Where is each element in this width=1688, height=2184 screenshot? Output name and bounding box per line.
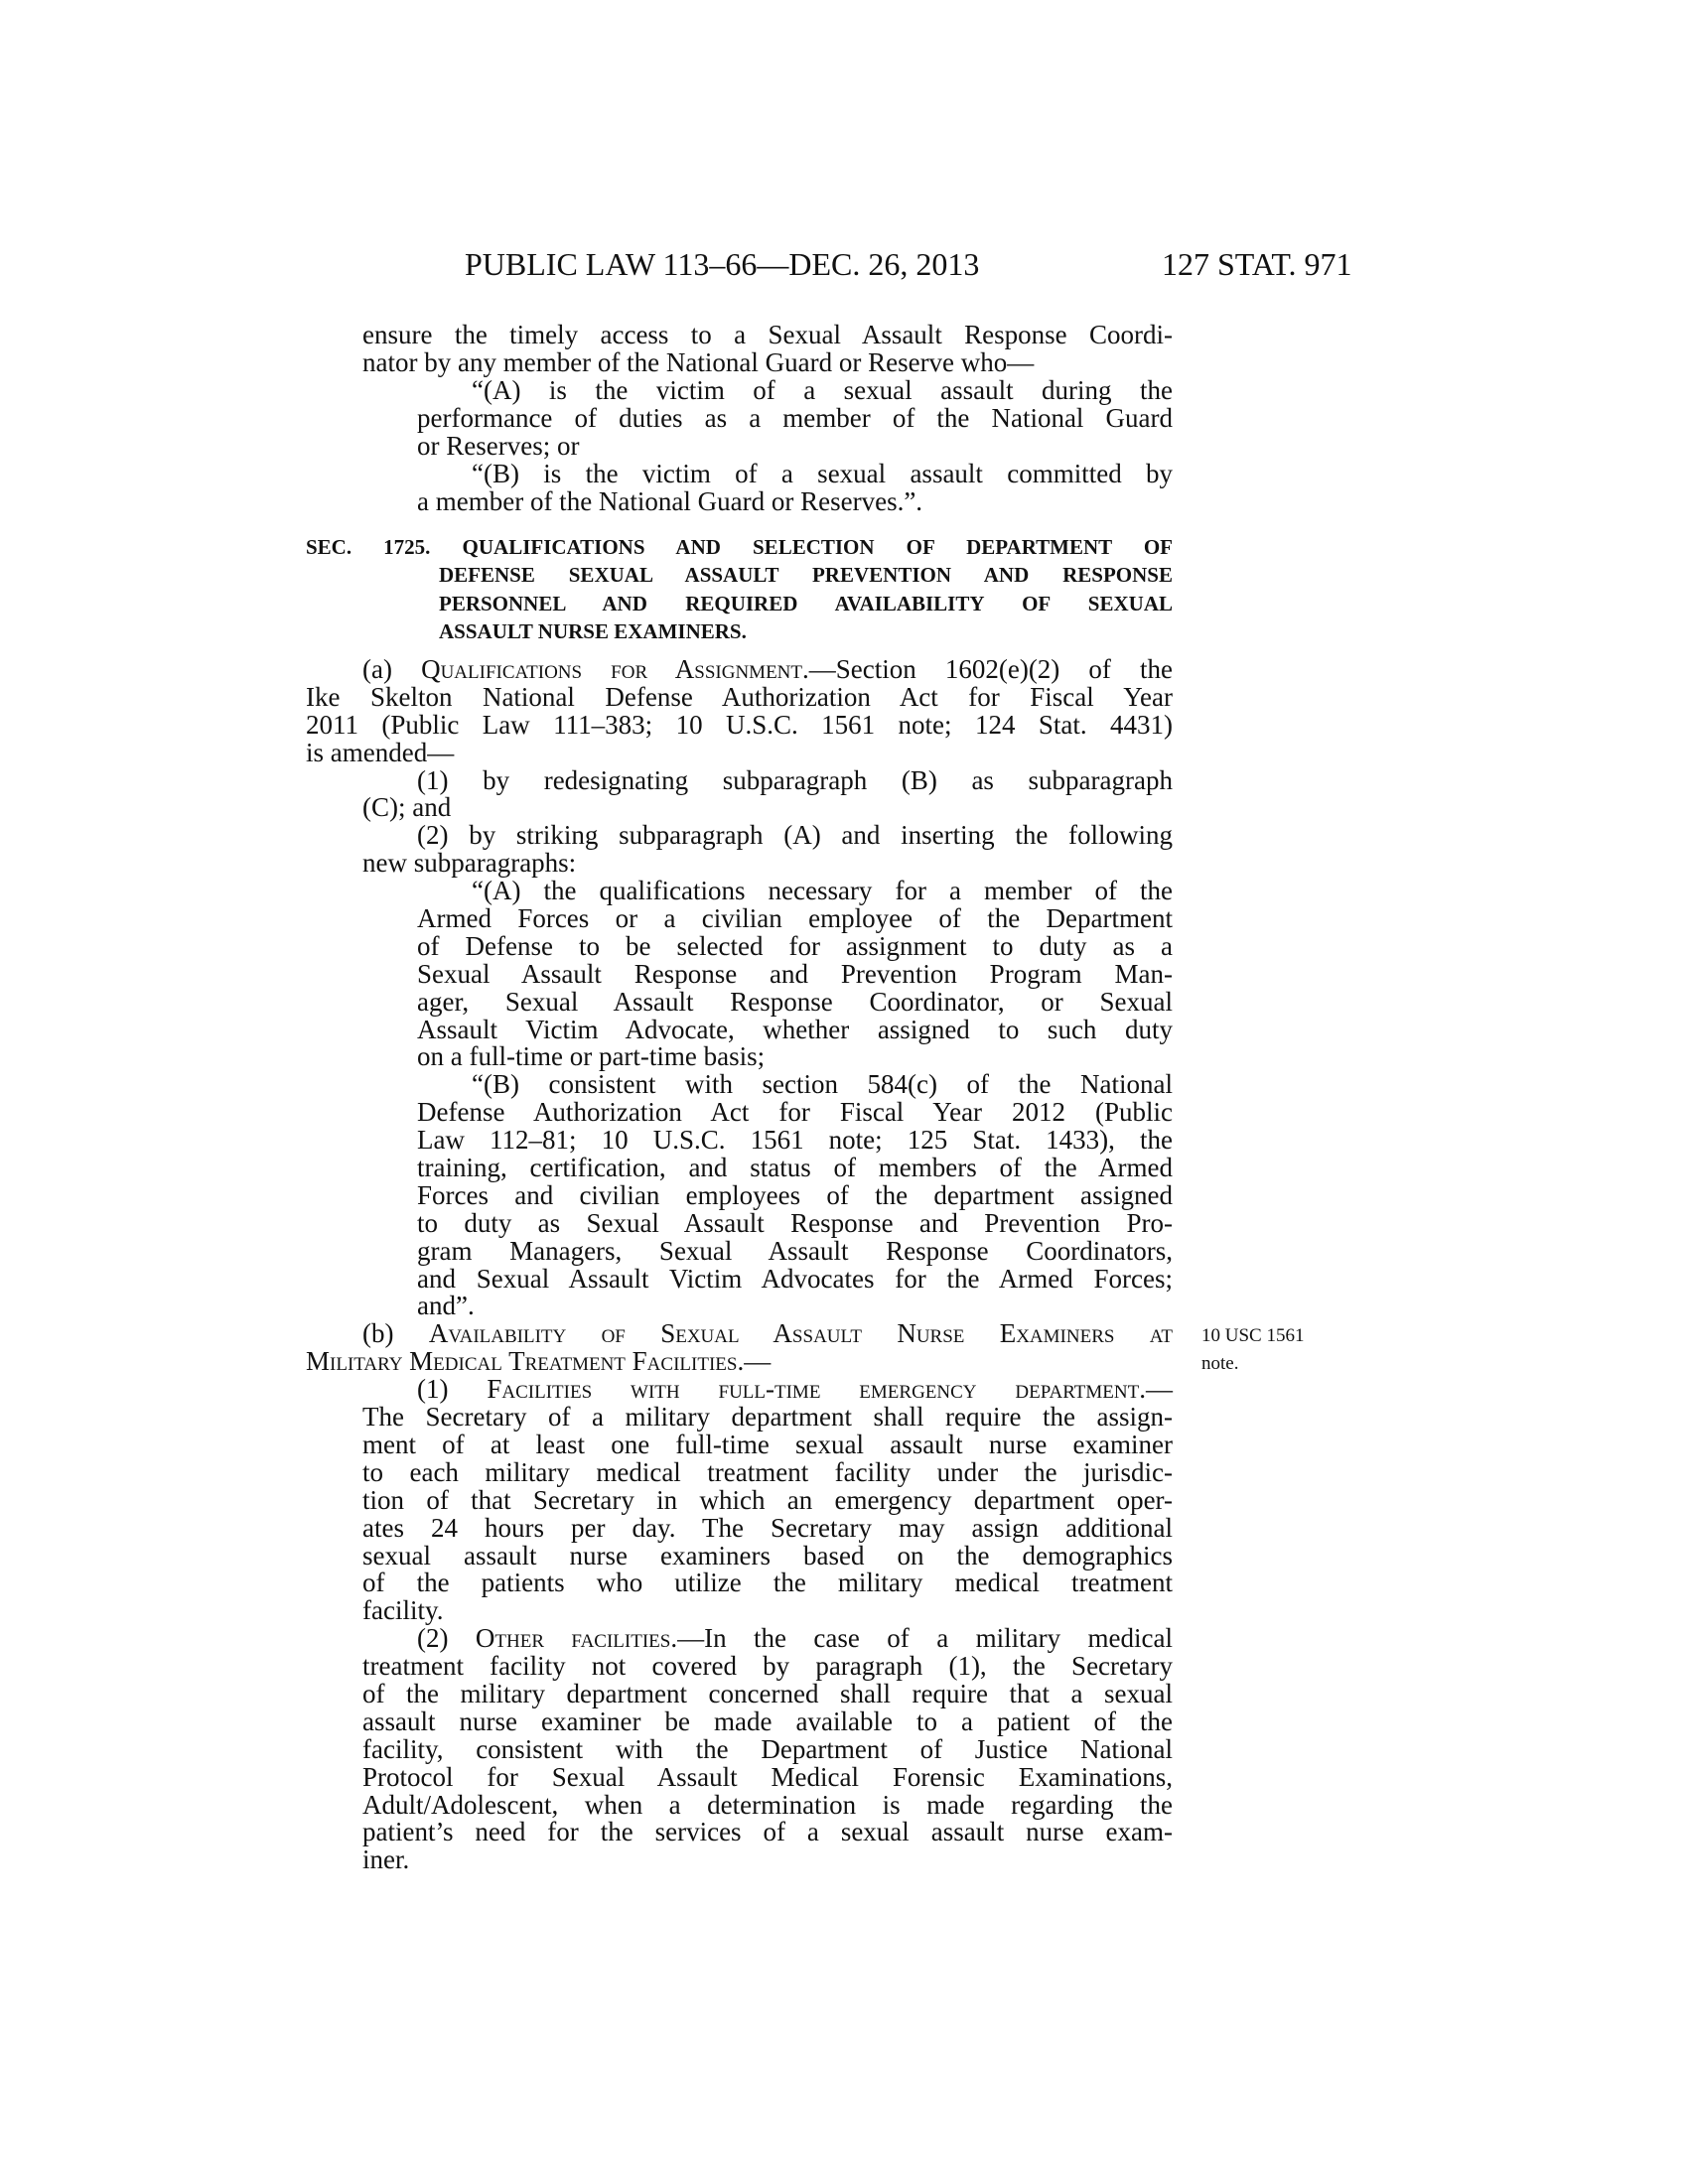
text-line: ager, Sexual Assault Response Coordinator, or Sexual <box>417 986 1173 1017</box>
margin-note <box>1201 1322 1304 1378</box>
text-line: Sexual Assault Response and Prevention Program Man- <box>417 958 1173 989</box>
text-line: Assault Victim Advocate, whether assigned to such duty <box>417 1014 1173 1044</box>
text-line: and Sexual Assault Victim Advocates for the Armed Forces; <box>417 1263 1173 1294</box>
page-number: 127 STAT. 971 <box>1162 246 1352 282</box>
paragraph-heading: Availability of Sexual Assault Nurse Examiners at <box>428 1318 1173 1349</box>
text-line: and”. <box>417 1291 475 1321</box>
text-line: gram Managers, Sexual Assault Response Coordinators, <box>417 1235 1173 1266</box>
text-line <box>306 1348 1173 1376</box>
text-line: Ike Skelton National Defense Authorization Act for Fiscal Year <box>306 681 1173 712</box>
running-header-title: PUBLIC LAW 113–66—DEC. 26, 2013 <box>465 246 980 282</box>
text-line: (1) by redesignating subparagraph (B) as subparagraph <box>417 764 1173 795</box>
margin-note-line: note. <box>1201 1353 1239 1374</box>
paragraph-heading: Qualifications for Assignment. <box>421 654 809 684</box>
section-heading <box>306 533 1173 645</box>
line-text: (1) <box>417 1374 488 1405</box>
text-line <box>306 1625 1173 1653</box>
line-text: — <box>1146 1374 1173 1405</box>
line-text: (b) <box>362 1318 429 1349</box>
line-text: —In the case of a military medical <box>677 1623 1173 1654</box>
text-line: patient’s need for the services of a sexual assault nurse exam- <box>362 1817 1173 1847</box>
text-line: 2011 (Public Law 111–383; 10 U.S.C. 1561 note; 124 Stat. 4431) <box>306 709 1173 740</box>
text-line: Armed Forces or a civilian employee of the Department <box>417 903 1173 934</box>
text-line: facility, consistent with the Department of Justice National <box>362 1733 1173 1764</box>
section-title-line: ASSAULT NURSE EXAMINERS. <box>439 618 747 643</box>
section-title-line: PERSONNEL AND REQUIRED AVAILABILITY OF SEXUAL <box>439 591 1173 615</box>
paragraph-heading: Facilities with full-time emergency department. <box>487 1374 1146 1405</box>
text-line: sexual assault nurse examiners based on the demographics <box>362 1540 1173 1570</box>
text-line: new subparagraphs: <box>362 848 577 879</box>
line-text: — <box>744 1346 772 1377</box>
text-line: a member of the National Guard or Reserves.”. <box>417 486 923 516</box>
section-number: SEC. 1725. <box>306 535 431 559</box>
text-line: to duty as Sexual Assault Response and Prevention Pro- <box>417 1207 1173 1238</box>
text-line: of the military department concerned shall require that a sexual <box>362 1678 1173 1708</box>
text-line: Protocol for Sexual Assault Medical Forensic Examinations, <box>362 1761 1173 1792</box>
text-line: ates 24 hours per day. The Secretary may assign additional <box>362 1512 1173 1543</box>
line-text: —Section 1602(e)(2) of the <box>808 654 1173 684</box>
text-line: performance of duties as a member of the National Guard <box>417 403 1173 433</box>
text-line: Law 112–81; 10 U.S.C. 1561 note; 125 Stat. 1433), the <box>417 1125 1173 1156</box>
text-line: “(A) the qualifications necessary for a member of the <box>472 876 1173 906</box>
paragraph-heading: Other facilities. <box>475 1623 678 1654</box>
text-line: is amended— <box>306 737 455 767</box>
line-text: (a) <box>362 654 422 684</box>
line-text: (2) <box>417 1623 476 1654</box>
text-line: “(B) is the victim of a sexual assault committed by <box>472 459 1173 488</box>
text-line: of Defense to be selected for assignment to duty as a <box>417 930 1173 961</box>
text-line: (2) by striking subparagraph (A) and inserting the following <box>417 820 1173 851</box>
text-line: nator by any member of the National Guard or Reserve who— <box>362 347 1035 377</box>
text-line: tion of that Secretary in which an emergency department oper- <box>362 1484 1173 1515</box>
text-line: iner. <box>362 1844 410 1875</box>
margin-note-line: 10 USC 1561 <box>1201 1325 1305 1346</box>
text-line: “(A) is the victim of a sexual assault during the <box>472 375 1173 405</box>
text-line: ensure the timely access to a Sexual Assault Response Coordi- <box>362 320 1173 349</box>
text-line <box>306 656 1173 684</box>
text-line: to each military medical treatment facility under the jurisdic- <box>362 1456 1173 1487</box>
text-line: ment of at least one full-time sexual assault nurse examiner <box>362 1429 1173 1459</box>
section-heading-line <box>306 533 1173 561</box>
text-line: The Secretary of a military department shall require the assign- <box>362 1402 1173 1433</box>
section-title-line: DEFENSE SEXUAL ASSAULT PREVENTION AND RESPONSE <box>439 563 1173 588</box>
text-line: Defense Authorization Act for Fiscal Year 2012 (Public <box>417 1097 1173 1128</box>
paragraph-heading: Military Medical Treatment Facilities. <box>306 1346 745 1377</box>
text-line <box>306 1376 1173 1404</box>
text-line: “(B) consistent with section 584(c) of the National <box>472 1069 1173 1100</box>
text-line: on a full-time or part-time basis; <box>417 1041 766 1072</box>
text-line: training, certification, and status of members of the Armed <box>417 1153 1173 1183</box>
text-line: or Reserves; or <box>417 431 580 461</box>
text-line: treatment facility not covered by paragraph (1), the Secretary <box>362 1651 1173 1682</box>
text-line <box>306 1320 1173 1348</box>
text-line: facility. <box>362 1595 444 1626</box>
section-title-line: QUALIFICATIONS AND SELECTION OF DEPARTMENT OF <box>462 535 1173 559</box>
text-line: Forces and civilian employees of the department assigned <box>417 1179 1173 1210</box>
section-body <box>306 656 1173 1874</box>
text-line: of the patients who utilize the military medical treatment <box>362 1568 1173 1598</box>
text-line: assault nurse examiner be made available to a patient of the <box>362 1706 1173 1736</box>
intro-text <box>306 321 1173 515</box>
text-line: (C); and <box>362 792 452 823</box>
text-line: Adult/Adolescent, when a determination is made regarding the <box>362 1789 1173 1820</box>
